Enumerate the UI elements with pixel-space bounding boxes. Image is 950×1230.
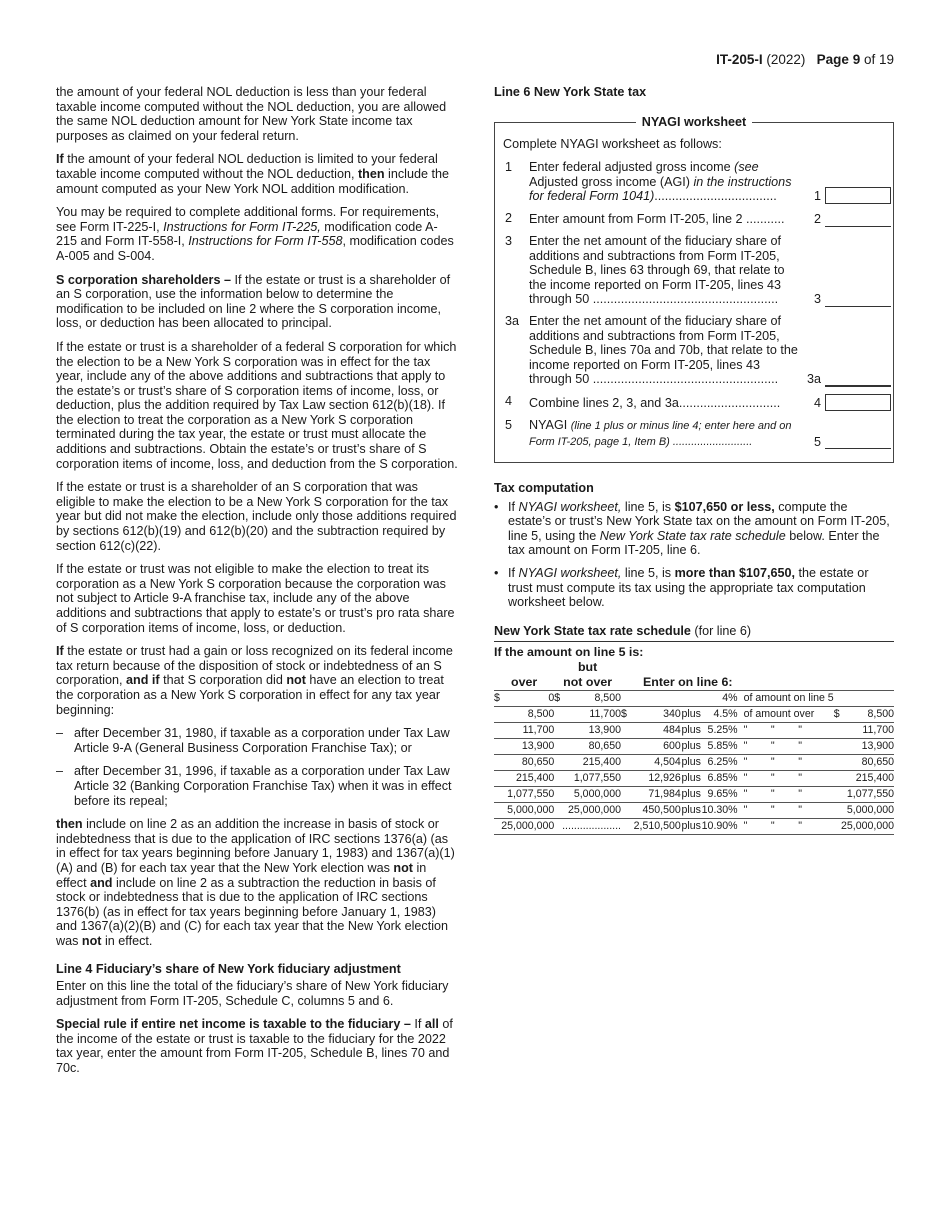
table-row <box>494 707 894 723</box>
cell-excess: 80,650 <box>841 755 894 771</box>
cell-d1 <box>494 803 501 819</box>
paragraph: the amount of your federal NOL deduction is less than your federal taxable income computed without the NOL deduction, you are allowed the same NOL deduction amount for New York State income tax purposes as claimed on your federal return. <box>56 85 447 143</box>
cell-over: 80,650 <box>501 755 554 771</box>
cell-plus: plus <box>681 819 702 835</box>
paragraph: If the estate or trust was not eligible to make the election to treat its corporation as a New York S corporation because the corporation was not subject to Article 9-A franchise tax, include any of the above additions and subtractions that apply to estate’s or trust’s pro rata share of S corporation items of income, loss, or deduction. <box>56 562 455 635</box>
cell-d4 <box>834 755 841 771</box>
page-header <box>716 53 894 68</box>
cell-rate: 10.90% <box>702 819 738 835</box>
nyagi-worksheet <box>494 114 894 464</box>
cell-base: 340 <box>629 707 680 723</box>
cell-plus: plus <box>681 787 702 803</box>
dash-item: – after December 31, 1996, if taxable as a corporation under Tax Law Article 32 (Banking Corporation Franchise Tax) when it was in effect before its repeal; <box>56 764 452 808</box>
cell-d2 <box>554 755 562 771</box>
cell-base: 600 <box>629 739 680 755</box>
cell-d1 <box>494 739 501 755</box>
cell-rate: 9.65% <box>702 787 738 803</box>
cell-not-over: .................... <box>562 819 621 835</box>
cell-d4 <box>834 819 841 835</box>
cell-plus: plus <box>681 771 702 787</box>
cell-desc: " " " <box>738 755 834 771</box>
cell-over: 5,000,000 <box>501 803 554 819</box>
cell-d1 <box>494 771 501 787</box>
cell-excess: 1,077,550 <box>841 787 894 803</box>
cell-d3 <box>621 691 630 707</box>
cell-plus: plus <box>681 707 702 723</box>
worksheet-line-3a: 3a Enter the net amount of the fiduciary share of additions and subtractions from Form IT-205, Schedule B, lines 70a and 70b, that relate to the income reported on Form IT-205, lines 43 through 50 ..................................................... 3a <box>503 314 885 387</box>
col-but: but <box>577 660 598 675</box>
cell-base: 450,500 <box>629 803 680 819</box>
cell-excess: 8,500 <box>841 707 894 723</box>
cell-not-over: 5,000,000 <box>562 787 621 803</box>
cell-d3 <box>621 803 630 819</box>
cell-d3 <box>621 771 630 787</box>
line4-heading: Line 4 Fiduciary’s share of New York fiduciary adjustment <box>56 962 401 977</box>
cell-desc: of amount on line 5 <box>738 691 834 707</box>
list-item: • If NYAGI worksheet, line 5, is more than $107,650, the estate or trust must compute its tax using the appropriate tax computation worksheet below. <box>494 566 869 610</box>
cell-d2 <box>554 771 562 787</box>
cell-d1: $ <box>494 691 501 707</box>
cell-base: 2,510,500 <box>629 819 680 835</box>
list-item: • If NYAGI worksheet, line 5, is $107,650 or less, compute the estate’s or trust’s New York State tax on the amount on Form IT-205, line 5, using the New York State tax rate schedule below. Enter the tax amount on Form IT-205, line 6. <box>494 499 890 558</box>
paragraph: S corporation shareholders – If the estate or trust is a shareholder of an S corporation, use the information below to determine the modification to be included on line 2 where the S corporation income, loss, or deduction has been allocated to principal. <box>56 272 451 331</box>
table-row <box>494 691 894 707</box>
page-total: of 19 <box>863 52 894 67</box>
cell-desc: " " " <box>738 739 834 755</box>
cell-d4: $ <box>834 707 841 723</box>
worksheet-line-1: 1 Enter federal adjusted gross income (see Adjusted gross income (AGI) in the instructions for federal Form 1041)................................... 1 <box>503 160 885 204</box>
cell-plus: plus <box>681 803 702 819</box>
cell-d4 <box>834 771 841 787</box>
paragraph: If the estate or trust is a shareholder of a federal S corporation for which the election to be a New York S corporation was in effect for the tax year, include any of the above additions and subtractions that apply to the estate’s or trust’s share of S corporation items of income, loss, or deduction, plus the addition required by Tax Law section 612(b)(18). If the election to treat the corporation as a New York S corporation terminated during the tax year, the estate or trust must allocate the additions and subtractions. Obtain the estate’s or trust’s share of S corporation items of income, loss, and deduction from the S corporation. <box>56 339 458 471</box>
cell-over: 13,900 <box>501 739 554 755</box>
tax-computation-list <box>494 500 894 610</box>
cell-rate: 5.25% <box>702 723 738 739</box>
cell-plus: plus <box>681 739 702 755</box>
cell-d3 <box>621 819 630 835</box>
paragraph: If the amount of your federal NOL deduction is limited to your federal taxable income computed without the NOL deduction, then include the amount computed as your New York NOL addition modification. <box>56 152 449 196</box>
cell-over: 215,400 <box>501 771 554 787</box>
cell-rate: 10.30% <box>702 803 738 819</box>
table-row <box>494 819 894 835</box>
paragraph: then include on line 2 as an addition the increase in basis of stock or indebtedness that is due to the application of IRC sections 1376(a) (as in effect for tax years beginning before January 1, 1983) and 1367(a)(1)(A) and (B) for each tax year that the New York election was not in effect and include on line 2 as a subtraction the reduction in basis of stock or indebtedness that is due to the application of IRC sections 1376(b) (as in effect for tax years beginning before January 1, 1983) and 1367(a)(2)(B) and (C) for each tax year that the New York election was not in effect. <box>56 817 455 948</box>
cell-base: 484 <box>629 723 680 739</box>
cell-excess: 11,700 <box>841 723 894 739</box>
left-column <box>56 85 458 1085</box>
cell-base: 12,926 <box>629 771 680 787</box>
cell-base: 4,504 <box>629 755 680 771</box>
cell-rate: 6.25% <box>702 755 738 771</box>
line-2-input[interactable] <box>825 211 891 227</box>
cell-over: 1,077,550 <box>501 787 554 803</box>
table-row <box>494 803 894 819</box>
worksheet-line-5: 5 NYAGI (line 1 plus or minus line 4; enter here and on Form IT-205, page 1, Item B) .......................... 5 <box>503 418 885 449</box>
tax-computation-heading: Tax computation <box>494 481 594 496</box>
table-row <box>494 723 894 739</box>
worksheet-line-2: 2 Enter amount from Form IT-205, line 2 ........... 2 <box>503 211 885 227</box>
col-not-over: not over <box>563 675 613 690</box>
cell-d4 <box>834 787 841 803</box>
right-column <box>494 85 894 835</box>
page-number: Page 9 <box>816 52 861 67</box>
cell-d4 <box>834 803 841 819</box>
cell-rate: 5.85% <box>702 739 738 755</box>
cell-desc: " " " <box>738 803 834 819</box>
cell-d3 <box>621 723 630 739</box>
cell-over: 11,700 <box>501 723 554 739</box>
table-row <box>494 771 894 787</box>
cell-plus <box>681 691 702 707</box>
cell-excess <box>841 691 894 707</box>
table-row <box>494 739 894 755</box>
cell-d3 <box>621 787 630 803</box>
line-1-input[interactable] <box>825 187 891 204</box>
cell-d2 <box>554 787 562 803</box>
cell-excess: 25,000,000 <box>841 819 894 835</box>
cell-plus: plus <box>681 723 702 739</box>
cell-d4 <box>834 723 841 739</box>
cell-desc: of amount over <box>738 707 834 723</box>
cell-not-over: 13,900 <box>562 723 621 739</box>
cell-over: 25,000,000 <box>501 819 554 835</box>
paragraph: You may be required to complete additional forms. For requirements, see Form IT-225-I, Instructions for Form IT-225, modification code A-215 and Form IT-558-I, Instructions for Form IT-558, modification codes A-005 and S-004. <box>56 205 454 263</box>
cell-plus: plus <box>681 755 702 771</box>
cell-not-over: 8,500 <box>562 691 621 707</box>
cell-d4 <box>834 739 841 755</box>
form-year: (2022) <box>766 52 806 67</box>
col-enter: Enter on line 6: <box>642 675 733 690</box>
table-caption: If the amount on line 5 is: <box>494 645 644 660</box>
cell-over: 0 <box>501 691 554 707</box>
cell-not-over: 1,077,550 <box>562 771 621 787</box>
line-3-input[interactable] <box>825 291 891 307</box>
tax-rate-table <box>494 642 894 835</box>
cell-excess: 13,900 <box>841 739 894 755</box>
cell-base: 71,984 <box>629 787 680 803</box>
paragraph: If the estate or trust had a gain or loss recognized on its federal income tax return because of the disposition of stock or indebtedness of an S corporation, and if that S corporation did not have an election to treat the corporation as a New York S corporation in effect for any tax year beginning: <box>56 644 453 717</box>
cell-desc: " " " <box>738 787 834 803</box>
cell-over: 8,500 <box>501 707 554 723</box>
table-row <box>494 787 894 803</box>
worksheet-line-3: 3 Enter the net amount of the fiduciary share of additions and subtractions from Form IT-205, Schedule B, lines 63 through 69, that relate to the income reported on Form IT-205, lines 43 through 50 ..................................................... 3 <box>503 234 885 307</box>
cell-d1 <box>494 755 501 771</box>
cell-not-over: 215,400 <box>562 755 621 771</box>
line6-heading: Line 6 New York State tax <box>494 85 647 99</box>
col-over: over <box>511 675 538 690</box>
cell-not-over: 25,000,000 <box>562 803 621 819</box>
cell-desc: " " " <box>738 771 834 787</box>
cell-d3 <box>621 755 630 771</box>
cell-d4 <box>834 691 841 707</box>
cell-desc: " " " <box>738 819 834 835</box>
cell-d1 <box>494 707 501 723</box>
cell-rate: 4% <box>702 691 738 707</box>
cell-d2 <box>554 819 562 835</box>
cell-d3: $ <box>621 707 630 723</box>
worksheet-intro: Complete NYAGI worksheet as follows: <box>503 136 722 151</box>
line-5-input[interactable] <box>825 433 891 449</box>
cell-d3 <box>621 739 630 755</box>
cell-excess: 5,000,000 <box>841 803 894 819</box>
paragraph: Special rule if entire net income is taxable to the fiduciary – If all of the income of the estate or trust is taxable to the fiduciary for the 2022 tax year, enter the amount from Form IT-205, Schedule B, lines 70 and 70c. <box>56 1017 453 1076</box>
line-4-input[interactable] <box>825 394 891 411</box>
worksheet-title: NYAGI worksheet <box>636 115 753 129</box>
line-3a-input[interactable] <box>825 370 891 387</box>
cell-excess: 215,400 <box>841 771 894 787</box>
cell-base <box>629 691 680 707</box>
cell-d2: $ <box>554 691 562 707</box>
cell-not-over: 11,700 <box>562 707 621 723</box>
form-number: IT-205-I <box>716 52 763 67</box>
cell-d1 <box>494 723 501 739</box>
worksheet-line-4: 4 Combine lines 2, 3, and 3a............................. 4 <box>503 394 885 411</box>
cell-rate: 4.5% <box>702 707 738 723</box>
table-row <box>494 755 894 771</box>
dash-item: – after December 31, 1980, if taxable as a corporation under Tax Law Article 9-A (General Business Corporation Franchise Tax); or <box>56 726 450 755</box>
paragraph: If the estate or trust is a shareholder of an S corporation that was eligible to make the election to be a New York S corporation for the tax year but did not make the election, include only those additions required by sections 612(b)(19) and 612(b)(20) and the subtraction required by section 612(c)(22). <box>56 480 457 553</box>
cell-rate: 6.85% <box>702 771 738 787</box>
cell-d2 <box>554 707 562 723</box>
paragraph: Enter on this line the total of the fiduciary’s share of New York fiduciary adjustment from Form IT-205, Schedule C, columns 5 and 6. <box>56 979 449 1008</box>
cell-d1 <box>494 819 501 835</box>
cell-d2 <box>554 803 562 819</box>
cell-not-over: 80,650 <box>562 739 621 755</box>
cell-d1 <box>494 787 501 803</box>
cell-d2 <box>554 723 562 739</box>
cell-desc: " " " <box>738 723 834 739</box>
cell-d2 <box>554 739 562 755</box>
rate-schedule-title: New York State tax rate schedule (for line 6) <box>494 624 894 643</box>
